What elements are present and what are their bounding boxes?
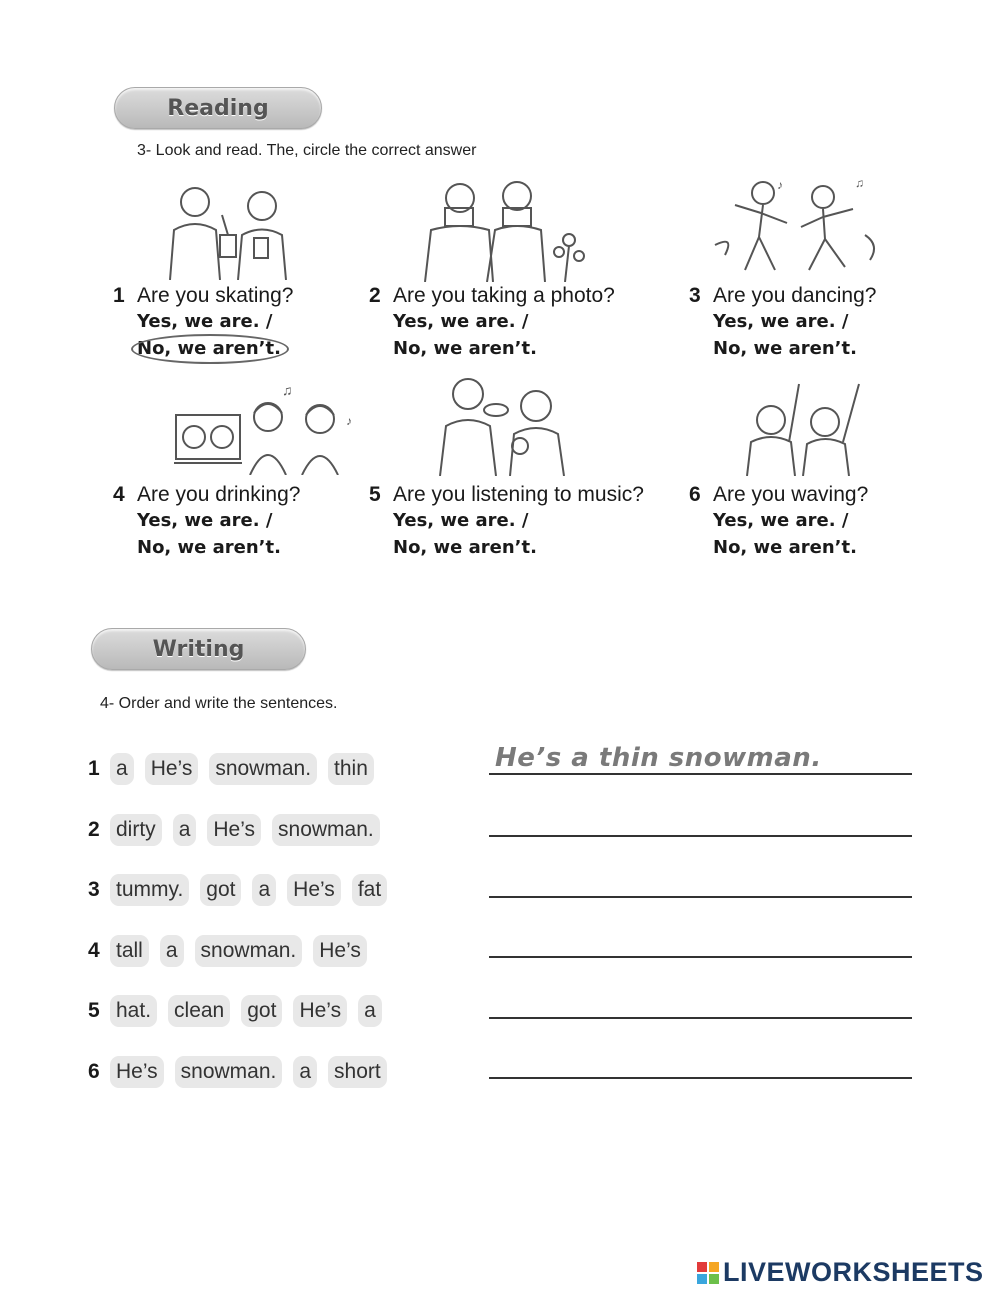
question-1 xyxy=(113,284,413,362)
answer-yes[interactable]: Yes, we are. / xyxy=(713,311,849,332)
logo-block-3 xyxy=(697,1274,707,1284)
logo-block-4 xyxy=(709,1274,719,1284)
word-chip[interactable]: got xyxy=(241,995,282,1027)
writing-instruction: 4- Order and write the sentences. xyxy=(100,695,338,712)
question-3 xyxy=(689,284,989,362)
word-chip[interactable]: He’s xyxy=(287,874,341,906)
answer-line-1[interactable] xyxy=(489,773,912,775)
row-number: 4 xyxy=(88,939,100,962)
word-chip[interactable]: He’s xyxy=(145,753,199,785)
answer-no[interactable]: No, we aren’t. xyxy=(393,338,537,359)
question-text: Are you dancing? xyxy=(713,284,877,307)
order-row-3 xyxy=(88,873,398,907)
question-text: Are you taking a photo? xyxy=(393,284,615,307)
word-chip[interactable]: clean xyxy=(168,995,230,1027)
answer-no[interactable]: No, we aren’t. xyxy=(393,537,537,558)
row-number: 3 xyxy=(88,878,100,901)
question-4 xyxy=(113,483,413,561)
answer-line-4[interactable] xyxy=(489,956,912,958)
question-number: 5 xyxy=(369,483,381,506)
word-chip[interactable]: a xyxy=(160,935,184,967)
word-chip[interactable]: short xyxy=(328,1056,387,1088)
word-chip[interactable]: fat xyxy=(352,874,387,906)
picture-q4-illustration xyxy=(170,375,360,475)
word-chip[interactable]: a xyxy=(293,1056,317,1088)
answer-line-6[interactable] xyxy=(489,1077,912,1079)
word-chip[interactable]: He’s xyxy=(207,814,261,846)
answer-no-circled[interactable]: No, we aren’t. xyxy=(137,338,281,359)
answer-yes[interactable]: Yes, we are. / xyxy=(713,510,849,531)
row-number: 1 xyxy=(88,757,100,780)
svg-text:♫: ♫ xyxy=(855,176,864,190)
order-row-4 xyxy=(88,934,378,968)
word-chip[interactable]: thin xyxy=(328,753,374,785)
answer-yes[interactable]: Yes, we are. / xyxy=(137,311,273,332)
row-number: 2 xyxy=(88,818,100,841)
picture-q3-illustration xyxy=(705,175,890,275)
question-number: 3 xyxy=(689,284,701,307)
question-text: Are you listening to music? xyxy=(393,483,644,506)
row-number: 5 xyxy=(88,999,100,1022)
answer-no[interactable]: No, we aren’t. xyxy=(713,338,857,359)
picture-q2-illustration xyxy=(415,178,595,282)
word-chip[interactable]: a xyxy=(110,753,134,785)
word-chip[interactable]: dirty xyxy=(110,814,162,846)
word-chip[interactable]: got xyxy=(200,874,241,906)
order-row-5 xyxy=(88,994,393,1028)
word-chip[interactable]: hat. xyxy=(110,995,157,1027)
order-row-6 xyxy=(88,1055,398,1089)
logo-block-2 xyxy=(709,1262,719,1272)
liveworksheets-logo xyxy=(697,1257,984,1288)
order-row-1 xyxy=(88,752,385,786)
word-chip[interactable]: a xyxy=(252,874,276,906)
question-number: 6 xyxy=(689,483,701,506)
writing-section-banner: Writing xyxy=(91,628,306,670)
order-row-2 xyxy=(88,813,391,847)
word-chip[interactable]: a xyxy=(358,995,382,1027)
word-chip[interactable]: snowman. xyxy=(175,1056,283,1088)
answer-no[interactable]: No, we aren’t. xyxy=(137,537,281,558)
reading-instruction: 3- Look and read. The, circle the correct answer xyxy=(137,142,477,159)
svg-text:♪: ♪ xyxy=(346,414,352,428)
word-chip[interactable]: He’s xyxy=(110,1056,164,1088)
answer-yes[interactable]: Yes, we are. / xyxy=(137,510,273,531)
question-number: 1 xyxy=(113,284,125,307)
question-2 xyxy=(369,284,669,362)
answer-yes[interactable]: Yes, we are. / xyxy=(393,311,529,332)
question-number: 2 xyxy=(369,284,381,307)
word-chip[interactable]: He’s xyxy=(293,995,347,1027)
picture-q6-illustration xyxy=(735,370,885,476)
logo-brand-text: LIVEWORKSHEETS xyxy=(723,1257,984,1287)
word-chip[interactable]: snowman. xyxy=(209,753,317,785)
answer-no[interactable]: No, we aren’t. xyxy=(713,537,857,558)
question-text: Are you waving? xyxy=(713,483,869,506)
word-chip[interactable]: a xyxy=(173,814,197,846)
svg-text:♪: ♪ xyxy=(777,178,783,192)
answer-line-5[interactable] xyxy=(489,1017,912,1019)
svg-text:♫: ♫ xyxy=(282,382,293,398)
picture-q5-illustration xyxy=(428,372,578,476)
row-number: 6 xyxy=(88,1060,100,1083)
example-answer: He’s a thin snowman. xyxy=(495,743,822,773)
answer-line-2[interactable] xyxy=(489,835,912,837)
word-chip[interactable]: tall xyxy=(110,935,149,967)
word-chip[interactable]: tummy. xyxy=(110,874,189,906)
question-5 xyxy=(369,483,669,561)
word-chip[interactable]: He’s xyxy=(313,935,367,967)
question-number: 4 xyxy=(113,483,125,506)
question-6 xyxy=(689,483,989,561)
picture-q1-illustration xyxy=(150,180,300,280)
answer-line-3[interactable] xyxy=(489,896,912,898)
question-text: Are you skating? xyxy=(137,284,294,307)
word-chip[interactable]: snowman. xyxy=(195,935,303,967)
logo-block-1 xyxy=(697,1262,707,1272)
reading-section-banner: Reading xyxy=(114,87,322,129)
word-chip[interactable]: snowman. xyxy=(272,814,380,846)
answer-yes[interactable]: Yes, we are. / xyxy=(393,510,529,531)
question-text: Are you drinking? xyxy=(137,483,301,506)
logo-blocks-icon xyxy=(697,1262,719,1284)
